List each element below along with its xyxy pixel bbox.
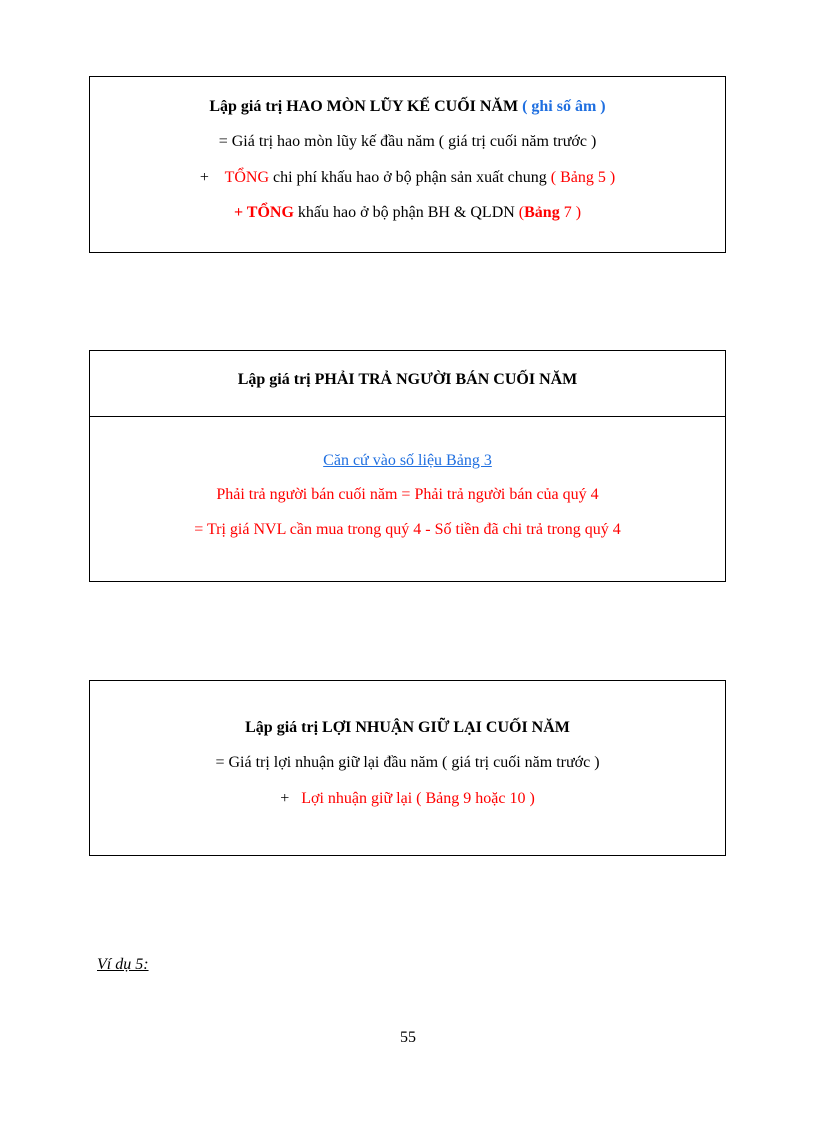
retained-earnings-start: = Giá trị lợi nhuận giữ lại đầu năm ( giá trị cuối năm trước ) — [215, 754, 600, 771]
retained-earnings-addition-text: Lợi nhuận giữ lại ( Bảng 9 hoặc 10 ) — [301, 790, 535, 807]
payables-box — [89, 350, 726, 582]
depreciation-title — [90, 98, 725, 116]
sales-text: khấu hao ở bộ phận BH & QLDN — [297, 204, 515, 221]
table-ref-7-close: 7 ) — [563, 204, 582, 221]
payables-reference — [90, 452, 725, 470]
plus-sign: + — [199, 169, 209, 186]
table-ref-7-bang: Bảng — [524, 204, 560, 221]
depreciation-line-production — [90, 169, 725, 187]
retained-earnings-box — [89, 680, 726, 856]
page-number: 55 — [400, 1029, 416, 1046]
plus-total-label: + TỔNG — [233, 204, 294, 221]
retained-earnings-addition — [90, 790, 725, 808]
depreciation-title-note: ( ghi số âm ) — [522, 98, 606, 115]
production-text: chi phí khấu hao ở bộ phận sản xuất chung — [273, 169, 547, 186]
retained-earnings-title: Lập giá trị LỢI NHUẬN GIỮ LẠI CUỐI NĂM — [245, 719, 570, 736]
total-label: TỔNG — [224, 169, 269, 186]
depreciation-line-start: = Giá trị hao mòn lũy kế đầu năm ( giá trị cuối năm trước ) — [218, 133, 597, 150]
depreciation-title-text: Lập giá trị HAO MÒN LŨY KẾ CUỐI NĂM — [209, 98, 519, 115]
payables-reference-link[interactable]: Căn cứ vào số liệu Bảng 3 — [323, 452, 492, 469]
payables-title: Lập giá trị PHẢI TRẢ NGƯỜI BÁN CUỐI NĂM — [237, 371, 578, 388]
example-label: Ví dụ 5: — [97, 956, 149, 973]
plus-sign: + — [280, 790, 290, 807]
table-ref-7-open: ( — [518, 204, 525, 221]
table-ref-5: ( Bảng 5 ) — [550, 169, 616, 186]
depreciation-box — [89, 76, 726, 253]
depreciation-line-sales — [90, 204, 725, 222]
payables-formula: Phải trả người bán cuối năm = Phải trả người bán của quý 4 — [216, 486, 599, 503]
payables-divider — [90, 416, 725, 417]
payables-formula-detail: = Trị giá NVL cần mua trong quý 4 - Số tiền đã chi trả trong quý 4 — [194, 521, 621, 538]
